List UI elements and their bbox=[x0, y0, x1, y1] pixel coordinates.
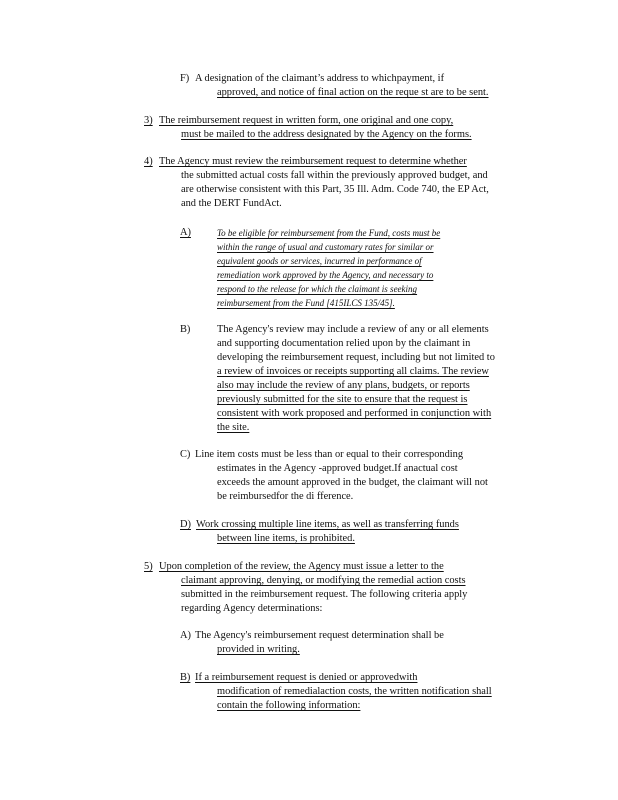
item-4-label: 4) bbox=[144, 156, 153, 167]
item-f-text bbox=[195, 72, 489, 100]
item-4a-text bbox=[217, 226, 517, 310]
item-4c-text bbox=[195, 448, 488, 504]
text-line: approved, and notice of final action on the reque st are to be sent. bbox=[217, 87, 489, 98]
item-4b-label: B) bbox=[180, 324, 191, 335]
item-4-text bbox=[159, 155, 489, 211]
text-line: To be eligible for reimbursement from the Fund, costs must be bbox=[217, 228, 441, 238]
text-line: also may include the review of any plans, budgets, or reports bbox=[217, 380, 470, 391]
item-3-text bbox=[159, 114, 472, 142]
text-line: and supporting documentation relied upon by the claimant in bbox=[217, 338, 471, 349]
item-5-label: 5) bbox=[144, 561, 153, 572]
text-line: Line item costs must be less than or equal to their corresponding bbox=[195, 449, 464, 460]
item-4b-text bbox=[217, 323, 495, 435]
item-5b-text bbox=[195, 671, 492, 713]
text-line: within the range of usual and customary rates for similar or bbox=[217, 242, 434, 252]
text-line: the site. bbox=[217, 422, 250, 433]
text-line: provided in writing. bbox=[217, 644, 300, 655]
text-line: modification of remedialaction costs, the written notification shall bbox=[217, 686, 492, 697]
text-line: reimbursement from the Fund [415ILCS 135/45]. bbox=[217, 298, 395, 308]
text-line: previously submitted for the site to ensure that the request is bbox=[217, 394, 468, 405]
item-3-label: 3) bbox=[144, 115, 153, 126]
text-line: The reimbursement request in written form, one original and one copy, bbox=[159, 115, 454, 126]
text-line: must be mailed to the address designated by the Agency on the forms. bbox=[181, 129, 472, 140]
item-f-label: F) bbox=[180, 73, 190, 84]
text-line: between line items, is prohibited. bbox=[217, 533, 355, 544]
text-line: be reimbursedfor the di fference. bbox=[217, 491, 354, 502]
text-line: equivalent goods or services, incurred in performance of bbox=[217, 256, 422, 266]
text-line: submitted in the reimbursement request. The following criteria apply bbox=[181, 589, 468, 600]
item-4c-label: C) bbox=[180, 449, 191, 460]
text-line: exceeds the amount approved in the budget, the claimant will not bbox=[217, 477, 488, 488]
text-line: estimates in the Agency -approved budget.If anactual cost bbox=[217, 463, 458, 474]
text-line: The Agency's review may include a review of any or all elements bbox=[217, 324, 489, 335]
text-line: remediation work approved by the Agency, and necessary to bbox=[217, 270, 434, 280]
text-line: are otherwise consistent with this Part, 35 Ill. Adm. Code 740, the EP Act, bbox=[181, 184, 489, 195]
text-line: regarding Agency determinations: bbox=[181, 603, 323, 614]
item-5a-label: A) bbox=[180, 630, 191, 641]
text-line: A designation of the claimant’s address to whichpayment, if bbox=[195, 73, 445, 84]
text-line: the submitted actual costs fall within the previously approved budget, and bbox=[181, 170, 488, 181]
item-4d-text bbox=[196, 518, 459, 546]
text-line: a review of invoices or receipts supporting all claims. The review bbox=[217, 366, 489, 377]
item-5a-text bbox=[195, 629, 444, 657]
text-line: respond to the release for which the claimant is seeking bbox=[217, 284, 418, 294]
item-4a-label: A) bbox=[180, 227, 191, 238]
text-line: contain the following information: bbox=[217, 700, 361, 711]
item-5-text bbox=[159, 560, 467, 616]
text-line: The Agency must review the reimbursement request to determine whether bbox=[159, 156, 467, 167]
item-5b-label: B) bbox=[180, 672, 191, 683]
text-line: If a reimbursement request is denied or approvedwith bbox=[195, 672, 418, 683]
text-line: and the DERT FundAct. bbox=[181, 198, 282, 209]
text-line: consistent with work proposed and performed in conjunction with bbox=[217, 408, 492, 419]
text-line: Work crossing multiple line items, as well as transferring funds bbox=[196, 519, 459, 530]
item-4d-label: D) bbox=[180, 519, 191, 530]
text-line: claimant approving, denying, or modifying the remedial action costs bbox=[181, 575, 466, 586]
text-line: developing the reimbursement request, including but not limited to bbox=[217, 352, 495, 363]
text-line: Upon completion of the review, the Agency must issue a letter to the bbox=[159, 561, 444, 572]
text-line: The Agency's reimbursement request determination shall be bbox=[195, 630, 444, 641]
